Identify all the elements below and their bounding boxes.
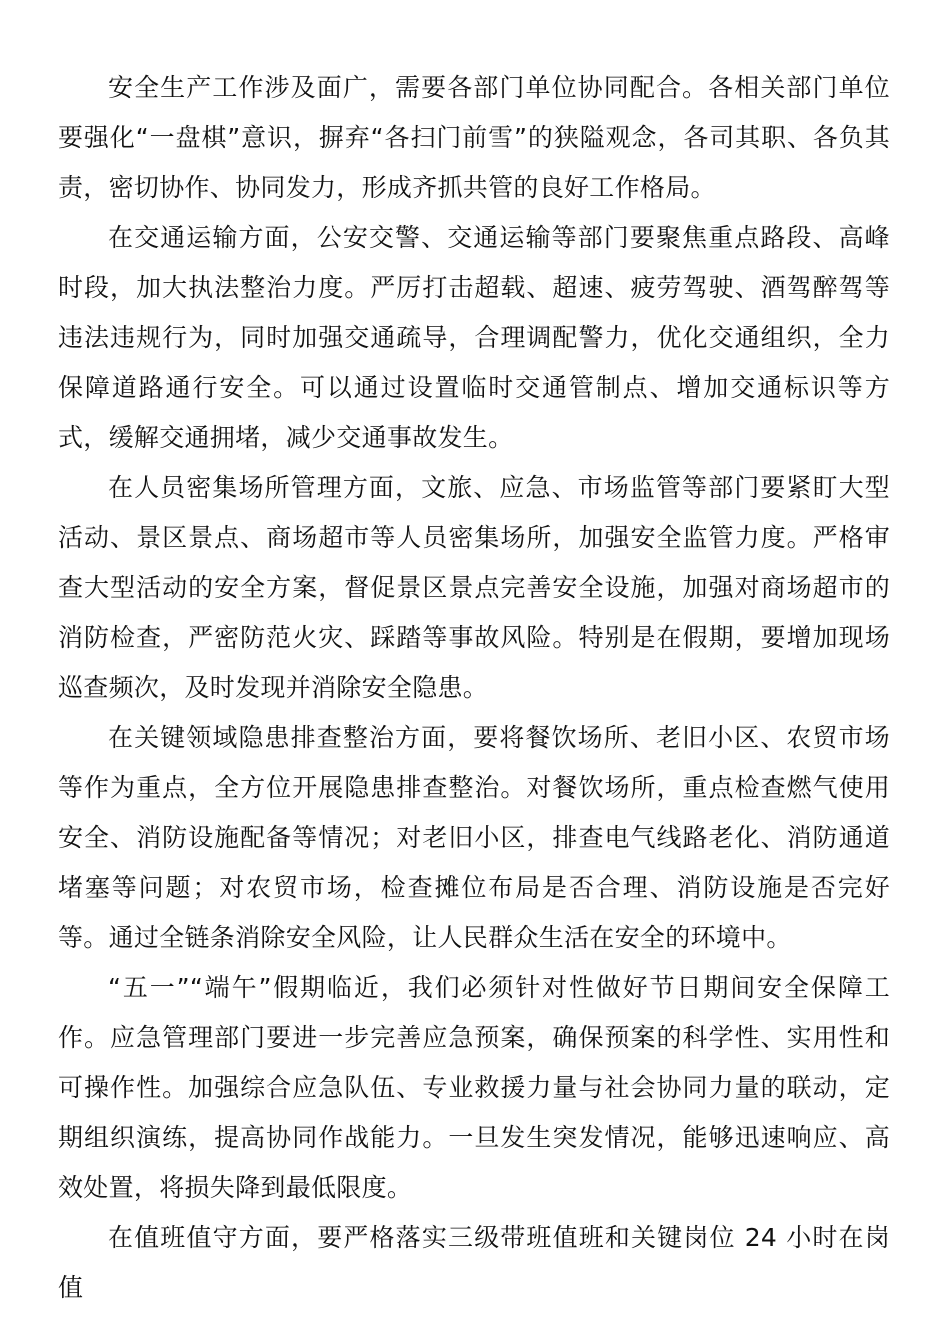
paragraph-hazard-inspection: 在关键领域隐患排查整治方面，要将餐饮场所、老旧小区、农贸市场等作为重点，全方位开展隐患排查整治。对餐饮场所，重点检查燃气使用安全、消防设施配备等情况；对老旧小区，排查电气线路老化、消防通道堵塞等问题；对农贸市场，检查摊位布局是否合理、消防设施是否完好等。通过全链条消除安全风险，让人民群众生活在安全的环境中。: [58, 723, 890, 952]
paragraph-crowded-places: 在人员密集场所管理方面，文旅、应急、市场监管等部门要紧盯大型活动、景区景点、商场超市等人员密集场所，加强安全监管力度。严格审查大型活动的安全方案，督促景区景点完善安全设施，加强对商场超市的消防检查，严密防范火灾、踩踏等事故风险。特别是在假期，要增加现场巡查频次，及时发现并消除安全隐患。: [58, 473, 890, 702]
document-page: [58, 63, 890, 1313]
paragraph-holiday-emergency: “五一”“端午”假期临近，我们必须针对性做好节日期间安全保障工作。应急管理部门要进一步完善应急预案，确保预案的科学性、实用性和可操作性。加强综合应急队伍、专业救援力量与社会协同力量的联动，定期组织演练，提高协同作战能力。一旦发生突发情况，能够迅速响应、高效处置，将损失降到最低限度。: [58, 973, 890, 1202]
paragraph-duty-shift: 在值班值守方面，要严格落实三级带班值班和关键岗位 24 小时在岗值: [58, 1223, 890, 1302]
paragraph-transportation: 在交通运输方面，公安交警、交通运输等部门要聚焦重点路段、高峰时段，加大执法整治力度。严厉打击超载、超速、疲劳驾驶、酒驾醉驾等违法违规行为，同时加强交通疏导，合理调配警力，优化交通组织，全力保障道路通行安全。可以通过设置临时交通管制点、增加交通标识等方式，缓解交通拥堵，减少交通事故发生。: [58, 223, 890, 452]
paragraph-interdepartmental-coordination: 安全生产工作涉及面广，需要各部门单位协同配合。各相关部门单位要强化“一盘棋”意识，摒弃“各扫门前雪”的狭隘观念，各司其职、各负其责，密切协作、协同发力，形成齐抓共管的良好工作格局。: [58, 73, 890, 202]
